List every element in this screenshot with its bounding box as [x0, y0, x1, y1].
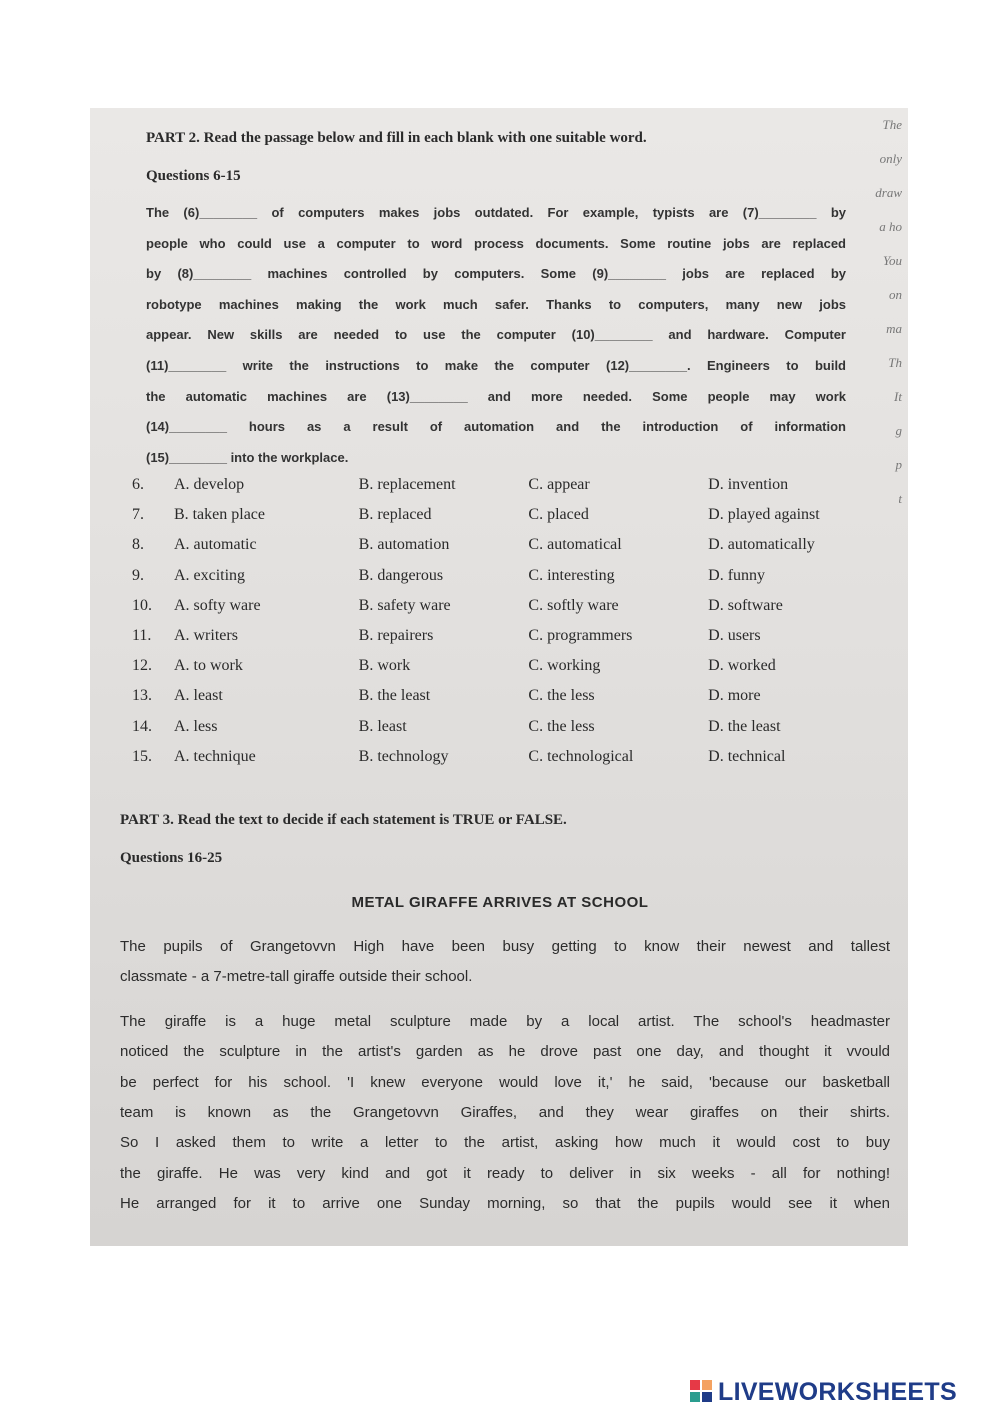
option-b: B. repairers	[358, 626, 434, 644]
logo-square	[690, 1380, 700, 1390]
margin-fragment: ma	[886, 321, 902, 336]
question-number: 15.	[132, 747, 152, 765]
liveworksheets-logo[interactable]	[690, 1374, 957, 1410]
option-c: C. placed	[528, 506, 589, 524]
option-a: A. to work	[173, 657, 243, 675]
part2-heading: PART 2. Read the passage below and fill in each blank with one suitable word.	[146, 130, 647, 146]
option-c: C. the less	[528, 687, 595, 705]
option-row	[128, 621, 828, 651]
option-row	[128, 651, 828, 681]
option-b: B. least	[358, 717, 407, 735]
article-paragraph	[120, 1007, 890, 1220]
option-c: C. technological	[528, 747, 634, 765]
question-number: 8.	[132, 536, 144, 554]
question-number: 12.	[132, 657, 152, 675]
option-row	[128, 500, 828, 530]
article-body	[120, 932, 890, 1234]
article-title: METAL GIRAFFE ARRIVES AT SCHOOL	[351, 894, 649, 911]
margin-fragment: draw	[875, 185, 902, 200]
option-c: C. softly ware	[528, 596, 619, 614]
logo-square	[690, 1392, 700, 1402]
margin-fragment: t	[898, 491, 902, 506]
question-number: 10.	[132, 596, 152, 614]
margin-fragment: p	[895, 457, 902, 472]
option-b: B. work	[358, 657, 411, 675]
option-d: D. technical	[708, 747, 786, 765]
part3-questions-range: Questions 16-25	[120, 850, 223, 866]
part2-questions-range: Questions 6-15	[146, 168, 241, 184]
option-d: D. worked	[708, 657, 776, 675]
option-a: B. taken place	[173, 506, 266, 524]
option-row	[128, 470, 828, 500]
option-b: B. dangerous	[358, 566, 444, 584]
question-number: 6.	[132, 476, 144, 493]
margin-fragment: The	[882, 117, 902, 132]
question-number: 14.	[132, 717, 152, 735]
option-row	[128, 591, 828, 621]
answer-options	[128, 470, 828, 772]
option-a: A. exciting	[173, 566, 246, 584]
option-c: C. programmers	[528, 626, 633, 644]
option-d: D. played against	[708, 506, 820, 524]
option-b: B. technology	[358, 747, 449, 765]
question-number: 9.	[132, 566, 144, 584]
option-row	[128, 561, 828, 591]
option-d: D. invention	[708, 476, 789, 493]
margin-fragment: g	[895, 423, 902, 438]
option-a: A. writers	[173, 626, 238, 644]
question-number: 11.	[132, 626, 152, 644]
option-a: A. technique	[173, 747, 256, 765]
option-a: A. softy ware	[173, 596, 261, 614]
question-number: 13.	[132, 687, 152, 705]
option-d: D. users	[708, 626, 761, 644]
passage-line: by (8)________ machines controlled by computers. Some (9)________ jobs are replaced by	[146, 266, 846, 282]
article-line: the giraffe. He was very kind and got it ready to deliver in six weeks - all for nothing!	[120, 1164, 890, 1182]
part3-heading: PART 3. Read the text to decide if each statement is TRUE or FALSE.	[120, 812, 567, 828]
option-b: B. replacement	[358, 476, 456, 493]
option-row	[128, 712, 828, 742]
article-line: The pupils of Grangetovvn High have been busy getting to know their newest and tallest	[120, 938, 890, 955]
article-line: He arranged for it to arrive one Sunday morning, so that the pupils would see it when	[120, 1195, 890, 1213]
option-d: D. automatically	[708, 536, 815, 554]
option-b: B. replaced	[358, 506, 432, 524]
passage-line: The (6)________ of computers makes jobs outdated. For example, typists are (7)________ by	[146, 205, 846, 220]
logo-square	[702, 1380, 712, 1390]
part2-passage	[146, 198, 846, 473]
option-c: C. automatical	[528, 536, 622, 554]
option-row	[128, 530, 828, 560]
option-a: A. less	[173, 717, 218, 735]
article-line: team is known as the Grangetovvn Giraffes, and they wear giraffes on their shirts.	[120, 1103, 890, 1121]
option-d: D. software	[708, 596, 783, 614]
option-c: C. the less	[528, 717, 595, 735]
worksheet-photo	[90, 108, 908, 1246]
logo-square	[702, 1392, 712, 1402]
article-line: The giraffe is a huge metal sculpture made by a local artist. The school's headmaster	[120, 1012, 890, 1030]
option-b: B. safety ware	[358, 596, 451, 614]
option-c: C. appear	[528, 476, 590, 493]
passage-line: robotype machines making the work much safer. Thanks to computers, many new jobs	[146, 296, 846, 312]
logo-text: LIVEWORKSHEETS	[718, 1377, 957, 1406]
option-b: B. the least	[358, 687, 431, 705]
facing-page-margin	[868, 108, 908, 628]
passage-line: (15)________ into the workplace.	[146, 449, 349, 465]
option-d: D. more	[708, 687, 761, 705]
option-a: A. least	[173, 687, 223, 705]
option-row	[128, 742, 828, 772]
option-row	[128, 681, 828, 711]
option-c: C. working	[528, 657, 601, 675]
option-d: D. funny	[708, 566, 766, 584]
article-line: So I asked them to write a letter to the artist, asking how much it would cost to buy	[120, 1134, 890, 1152]
article-line: noticed the sculpture in the artist's garden as he drove past one day, and thought it vvould	[120, 1043, 890, 1061]
logo-grid-icon	[690, 1380, 714, 1404]
option-a: A. automatic	[173, 536, 257, 554]
passage-line: (11)________ write the instructions to make the computer (12)________. Engineers to build	[146, 357, 846, 373]
margin-fragment: a ho	[879, 219, 902, 234]
article-line: be perfect for his school. 'I knew everyone would love it,' he said, 'because our basketball	[120, 1073, 890, 1091]
option-b: B. automation	[358, 536, 450, 554]
passage-line: (14)________ hours as a result of automation and the introduction of information	[146, 419, 846, 435]
option-a: A. develop	[173, 476, 245, 493]
margin-fragment: Th	[888, 355, 902, 370]
question-number: 7.	[132, 506, 144, 524]
margin-fragment: only	[879, 151, 902, 166]
option-c: C. interesting	[528, 566, 615, 584]
passage-line: people who could use a computer to word process documents. Some routine jobs are replaced	[146, 235, 846, 251]
article-paragraph	[120, 932, 890, 993]
margin-fragment: You	[882, 253, 902, 268]
passage-line: the automatic machines are (13)________ and more needed. Some people may work	[146, 388, 846, 404]
passage-line: appear. New skills are needed to use the computer (10)________ and hardware. Computer	[146, 327, 846, 343]
article-line: classmate - a 7-metre-tall giraffe outside their school.	[120, 968, 473, 986]
margin-fragment: on	[889, 287, 902, 302]
option-d: D. the least	[708, 717, 781, 735]
margin-fragment: It	[894, 389, 902, 404]
